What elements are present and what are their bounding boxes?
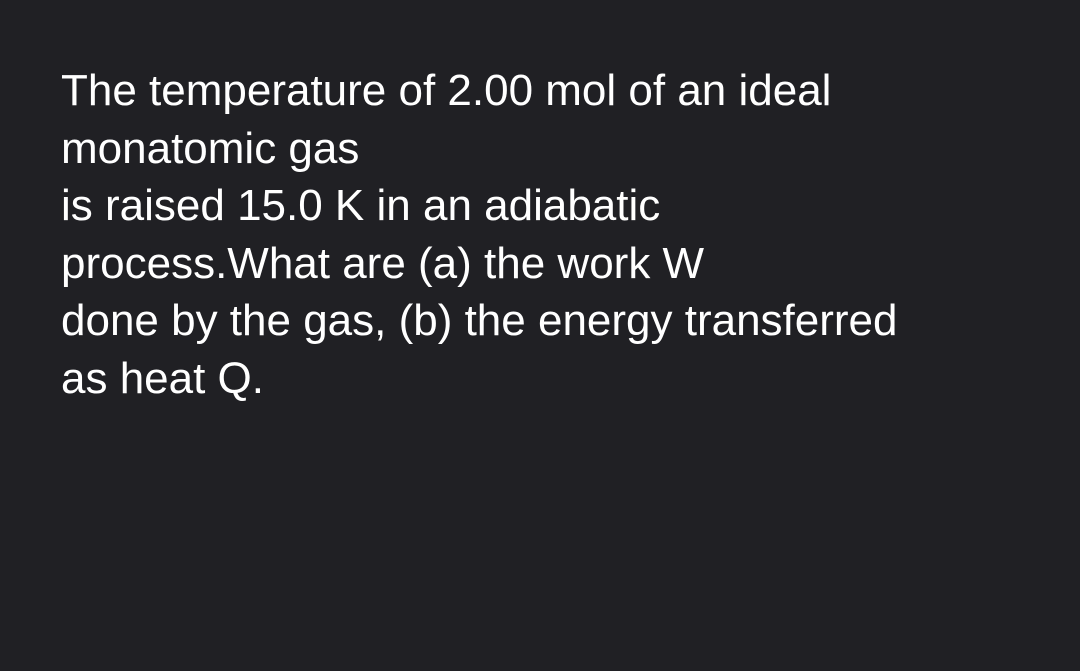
question-line-5: done by the gas, (b) the energy transferred (61, 296, 898, 345)
question-line-1: The temperature of 2.00 mol of an ideal (61, 66, 832, 115)
question-text (61, 62, 1051, 407)
question-line-6: as heat Q. (61, 353, 265, 403)
question-line-2: monatomic gas (61, 123, 360, 173)
question-line-4: process.What are (a) the work W (61, 238, 705, 288)
question-line-3: is raised 15.0 K in an adiabatic (61, 181, 661, 230)
